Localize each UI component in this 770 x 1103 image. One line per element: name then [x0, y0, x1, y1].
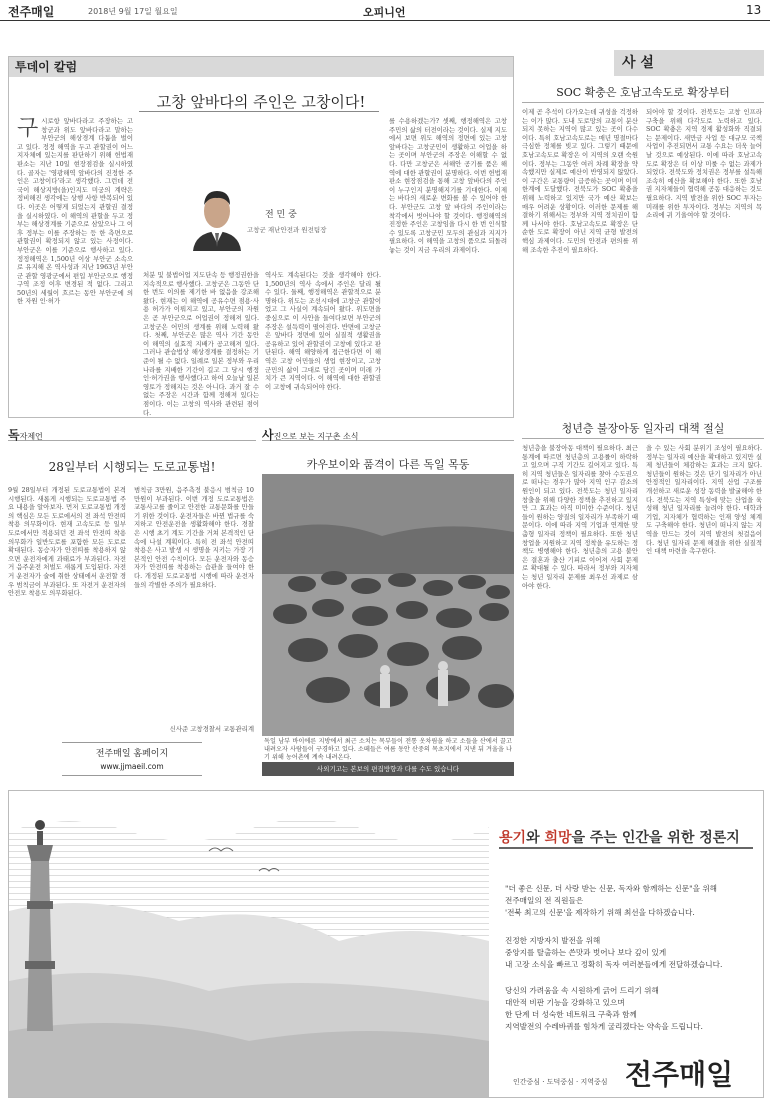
disclaimer-text: 사외기고는 본보의 편집방향과 다를 수도 있습니다 — [316, 765, 460, 773]
editorial — [522, 22, 764, 416]
reader-text-1: 9월 28일부터 개정된 도로교통법이 본격 시행된다. 새롭게 시행되는 도로교통법 주요 내용을 알아보자. 먼저 도로교통법 개정의 핵심은 모든 도로에서의 전 좌석 안전띠 착용 의무화이다. 현재 고속도로 등 일부 도로에서만 적용되던 전 좌석 안전띠 착용 의무화가 일반도로를 포함한 모든 도로로 확대된다. 동승자가 안전띠를 착용하지 않으면 운전자에게 과태료가 부과된다. 자전거 음주운전 처벌도 새롭게 도입된다. 자전거 운전자가 술에 취한 상태에서 운전할 경우 범칙금이 부과된다. 또 자전거 운전자의 안전모 착용도 의무화된다. — [8, 486, 126, 598]
ad-paragraph-3: 당신의 가려움을 속 시원하게 긁어 드리기 위해 대안적 비판 기능을 강화하고 있으며 한 단계 더 성숙한 네트워크 구축과 함께 지역발전의 수레바퀴를 힘차게 굴리겠다는 약속을 드립니다. — [505, 986, 703, 1031]
ad-headline-underline — [499, 847, 753, 849]
homepage-label: 전주매일 홈페이지 — [95, 749, 169, 759]
page-header — [0, 0, 770, 21]
column-text-4: 를 수용하겠는가? 셋째, 행정해역은 고창주민의 삶의 터전이라는 것이다. 실제 지도에서 보면 위도 해역의 정면에 있는 고창 앞바다는 고창군민이 생활하고 어업을 하는 곳이며 부안군의 주장은 이해할 수 없다. 다만 고창군은 서해안 공기를 품은 해역에 대한 관할권이 분명하다. 이번 헌법재판소 현장점검을 통해 고창 앞바다의 주인이 누구인지 분명해지기를 기대한다. 이제는 바다의 새로운 변화를 볼 수 있어야 한다. 부안군도 고창 앞 바다의 주인이라는 착각에서 벗어나야 할 것이다. 행정해역의 진정한 주인은 고창임을 다시 한 번 인식할 수 있도록 고창군민 모두의 관심과 지지가 필요하다. 이 해역을 고창의 품으로 되돌려 놓는 것이 지금 우리의 과제이다. — [389, 117, 507, 254]
homepage-box — [62, 742, 202, 776]
reader-label-rest: 자제언 — [19, 432, 43, 441]
drop-cap: 구 — [17, 116, 39, 141]
section-name: 오피니언 — [363, 6, 406, 19]
editorial-text-2: 되어야 할 것이다. 전북도는 고창 인프라 구축을 위해 다각도로 노력하고 있다. SOC 확충은 지역 경제 활성화와 직결되는 문제이다. 새만금 사업 등 대규모 국책사업이 추진되면서 교통 수요는 더욱 늘어날 것으로 예상된다. 이에 따라 호남고속도로 확장은 더 이상 미룰 수 없는 과제가 되었다. 전북도와 정치권은 정부를 설득해 조속히 예산을 확보해야 한다. 또한 호남권 지자체들이 협력해 공동 대응하는 것도 필요하다. 지역 발전을 위한 SOC 투자는 미래를 위한 투자이다. 정부는 지역의 목소리에 귀 기울여야 할 것이다. — [646, 108, 762, 220]
column-text-3: 역사도 계속된다는 것을 생각해야 한다. 1,500년의 역사 속에서 주인은 달리 될 수 있다. 둘째, 행정해역은 관할적으로 분명하다. 위도는 조선시대에 고창군 관할이었고 그 사실이 계속되어 왔다. 위도면을 중심으로 이 사안을 들여다보면 부안군의 주장은 설득력이 떨어진다. 반면에 고창군은 앞바다 정면에 있어 실질적 생활권을 공유하고 있어 관할권이 고창에 있다고 판단된다. 해역 해양하게 접근한다면 이 해역은 고창 어민들의 생업 현장이고, 고창군민의 삶이 그대로 담긴 곳이며 미래 가치가 큰 지역이다. 이 해역에 대한 관할권이 고창에 귀속되어야 한다. — [265, 271, 381, 391]
promo-ad — [8, 790, 764, 1098]
disclaimer-bar — [262, 762, 514, 776]
column-divider — [139, 111, 379, 112]
today-column — [8, 56, 514, 418]
issue-date: 2018년 9월 17일 월요일 — [88, 7, 178, 16]
editorial-divider — [522, 102, 764, 103]
youth-title: 청년층 불장아동 일자리 대책 절실 — [561, 422, 725, 435]
ad-headline-and: 와 — [526, 830, 545, 846]
reader-title: 28일부터 시행되는 도로교통법! — [48, 460, 216, 474]
ad-headline — [499, 827, 740, 847]
masthead: 전주매일 — [8, 5, 55, 19]
column-text-2: 처분 및 불법어업 지도단속 등 행정권한을 지속적으로 행사했다. 고창군은 그동안 단 한 번도 이의를 제기한 바 없음을 강조해 왔다. 현재는 이 해역에 공유수면 점용·사용 허가가 이뤄지고 있고, 부안군의 자원은 곧 부안군으로 어업권이 정해져 있다. 고창군은 어민의 생계를 위해 노력해 왔다. 첫째, 부안군은 많은 역사 기간 동안 이 해역의 실효적 지배가 공고해져 있다. 그러나 관습법상 해상경계를 결정하는 기준이 될 수 없다. 일례로 일본 정부와 우리나라를 지배한 기간이 길고 그 당시 행정 인·허가권을 행사했다고 하여 오늘날 일본 영토가 정해지는 것은 아니다. 과거 잘 수 없는 주장은 시간과 함께 정해져 있다는 점이다. 이는 고창의 역사와 관련된 점이다. — [143, 271, 259, 417]
photo-caption: 독일 남부 바이에른 지방에서 최근 소치는 목부들이 전통 옷차림을 하고 소들을 산에서 끌고 내려오자 사람들이 구경하고 있다. 소떼들은 여름 동안 산중의 목초지에서 지낸 뒤 겨울을 나기 위해 농어촌에 계속 내려온다. — [264, 738, 512, 761]
photo-label-bar — [262, 424, 514, 441]
column-text-1: 구시로항 앞바다라고 주장하는 고창군과 위도 앞바다라고 말하는 부안군의 해상경계 다툼을 벌이고 있다. 정정 해역을 두고 관할권이 어느 지자체에 있는지를 판단하기 위해 헌법재판소는 지난 10일 현장점검을 실시하였다. 골자는 '영광해역 앞바다의 진정한 주인은 고창이다'라고 생각했다. 그런데 전국이 해상지방(을)인지도 미궁의 계략은 정비해진 생각에는 상행 사항 반복되어 있다. 이곳은 어떻게 되었는지 관할권 결정을 실시하였다. 이 해역의 관할을 두고 정부는 해상경계를 기준으로 삼았으나 그 이후 정부는 이를 주장하는 등 한 측면으로 관할권이 확정되지 않고 있는 사정이다. 부안군은 이를 기준으로 행사하고 있다. 정정해역은 1,500년 이상 부안군 소속으로 유지해 온 역사성과 지난 1963년 부안군 관할 영광군에서 편입 부안군으로 행정구역 조정 이후 변경된 적 없다. 그리고 50년의 세월이 흐르는 동안 부안군에 의한 자원 인·허가 — [17, 116, 133, 306]
reader-text-2: 범칙금 3만원, 음주측정 불응시 범칙금 10만원이 부과된다. 이번 개정 도로교통법은 교통사고를 줄이고 안전한 교통문화를 만들기 위한 것이다. 운전자들은 바뀐 법규를 숙지하고 안전운전을 생활화해야 한다. 경찰은 시행 초기 계도 기간을 거쳐 본격적인 단속에 나설 계획이다. 특히 전 좌석 안전띠 착용은 사고 발생 시 생명을 지키는 가장 기본적인 안전 수칙이다. 모든 운전자와 동승자가 안전띠를 착용하는 습관을 들여야 한다. 개정된 도로교통법 시행에 따라 운전자들의 각별한 주의가 필요하다. — [134, 486, 254, 589]
ad-paragraph-2: 진정한 지방자치 발전을 위해 중앙지를 탈출하는 쓴맛과 벗어나 보다 깊이 있게 내 고장 소식을 빠르고 정확히 독자 여러분들에게 전달하겠습니다. — [505, 936, 723, 969]
reader-label-big: 독 — [8, 428, 20, 442]
ad-logo: 전주매일 — [625, 1058, 734, 1091]
editorial-text-1: 이제 곧 추석이 다가오는데 귀성을 걱정하는 이가 많다. 도내 도로망의 교통이 분산되지 못하는 지역이 많고 있는 곳이 다수이다. 특히 호남고속도로는 매년 명절마다 극심한 정체를 빚고 있다. 그렇기 때문에 호남고속도로 확장은 이 지역의 오랜 숙원이다. 정부는 그동안 여러 차례 확장을 약속했지만 실제로 예산이 반영되지 않았다. 이 구간은 교통량이 급증하는 곳이며 이미 한계에 도달했다. 전북도가 SOC 확충을 위해 노력하고 있지만 국가 예산 확보는 매우 어려운 상황이다. 이러한 문제를 해결하기 위해서는 정부와 지역 정치권이 함께 나서야 한다. 호남고속도로 확장은 단순한 도로 확장이 아닌 지역 균형 발전의 핵심 과제이다. 도민의 안전과 편의를 위해 조속한 추진이 필요하다. — [522, 108, 638, 254]
editorial-label: 사 설 — [622, 55, 654, 71]
youth-text-1: 청년층을 불장아동 대책이 필요하다. 최근 통계에 따르면 청년층의 고용률이 하락하고 있으며 구직 기간도 길어지고 있다. 특히 지역 청년들은 일자리를 찾아 수도권으로 떠나는 경우가 많아 지역 인구 감소의 원인이 되고 있다. 전북도는 청년 일자리 창출을 위해 다양한 정책을 추진하고 있지만 그 효과는 아직 미미한 수준이다. 청년들이 원하는 양질의 일자리가 부족하기 때문이다. 이에 따라 지역 기업과 연계한 맞춤형 일자리 정책이 필요하다. 또한 청년 창업을 지원하고 지역 정착을 유도하는 정책도 병행해야 한다. 청년층의 고용 불안은 결혼과 출산 기피로 이어져 사회 문제로 확대될 수 있다. 따라서 정부와 지자체는 청년 일자리 문제를 최우선 과제로 삼아야 한다. — [522, 444, 638, 590]
ad-paragraph-1: "더 좋은 신문, 더 사랑 받는 신문, 독자와 함께하는 신문"을 위해 전주매일의 전 직원들은 '전북 최고의 신문'을 제작하기 위해 최선을 다하겠습니다. — [505, 884, 718, 917]
reader-label-bar — [8, 424, 256, 441]
youth-divider — [522, 438, 764, 439]
page-number: 13 — [746, 3, 762, 17]
column-label: 투데이 칼럼 — [9, 57, 513, 77]
youth-editorial — [522, 416, 764, 772]
author-name: 전 민 중 — [265, 210, 297, 220]
cattle-photo — [262, 474, 514, 736]
homepage-url[interactable]: www.jjmaeil.com — [100, 762, 164, 771]
photo-label-big: 사 — [262, 428, 274, 442]
author-title: 고창군 재난안전과 원전팀장 — [247, 226, 327, 234]
photo-title: 카우보이와 품격이 다른 독일 목동 — [306, 458, 470, 471]
ad-headline-hope: 희망 — [544, 830, 572, 846]
ad-headline-rest: 을 주는 인간을 위한 정론지 — [571, 830, 740, 846]
youth-text-2: 을 수 있는 사회 분위기 조성이 필요하다. 정부는 일자리 예산을 확대하고 있지만 실제 청년들이 체감하는 효과는 크지 않다. 청년들이 원하는 것은 단기 일자리가 아닌 안정적인 일자리이다. 지역 산업 구조를 개선하고 새로운 성장 동력을 발굴해야 한다. 전북도는 지역 특성에 맞는 산업을 육성해 청년 일자리를 늘려야 한다. 대학과 기업, 지자체가 협력하는 인재 양성 체계도 구축해야 한다. 청년이 떠나지 않는 지역을 만드는 것이 지역 발전의 첫걸음이다. 청년 일자리 문제 해결을 위한 실질적인 대책 마련을 촉구한다. — [646, 444, 762, 556]
ad-illustration — [9, 791, 489, 1097]
column-title: 고창 앞바다의 주인은 고창이다! — [156, 93, 366, 111]
photo-label-rest: 진으로 보는 지구촌 소식 — [273, 432, 359, 441]
ad-slogan: 인간중심 · 도덕중심 · 지역중심 — [513, 1078, 608, 1086]
author-photo — [187, 181, 247, 251]
photo-news — [262, 424, 514, 778]
ad-headline-courage: 용기 — [499, 830, 527, 846]
reader-author: 신사준 고창경찰서 교통관리계 — [169, 725, 254, 733]
reader-column — [8, 424, 256, 776]
editorial-title: SOC 확충은 호남고속도로 확장부터 — [556, 86, 730, 99]
